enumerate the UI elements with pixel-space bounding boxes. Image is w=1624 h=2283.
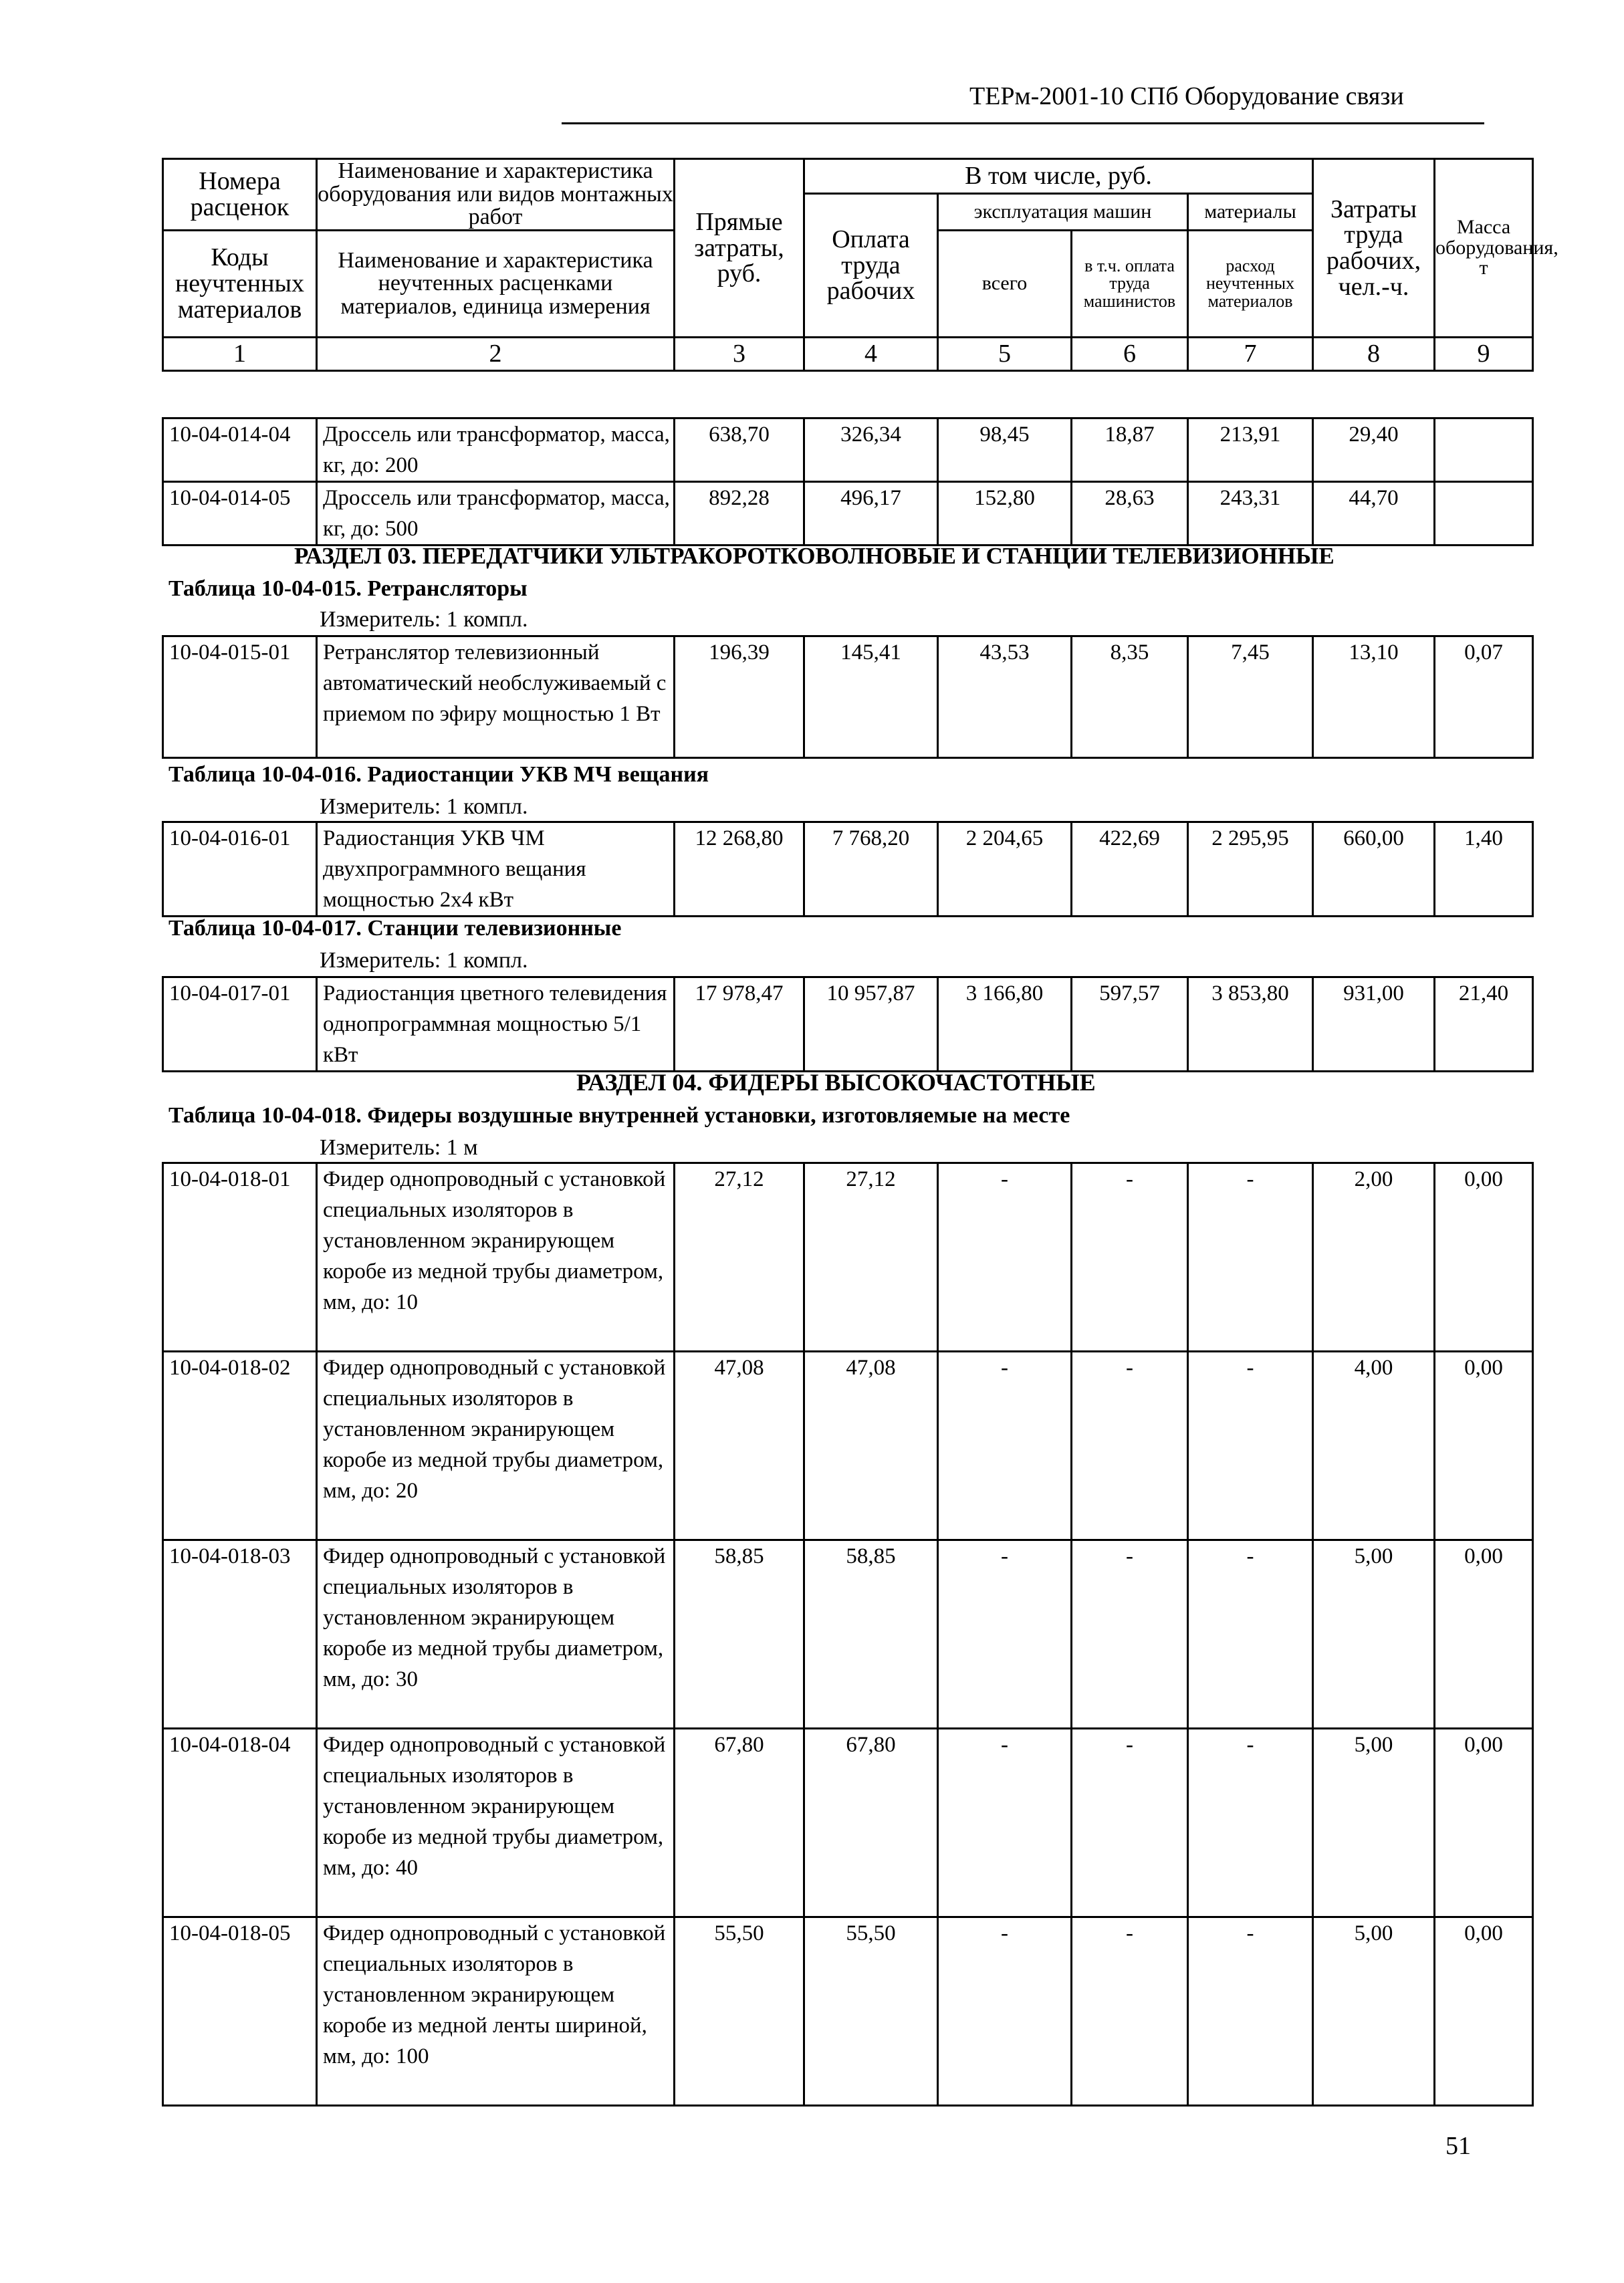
labor-hours-cell: 44,70 [1313, 482, 1435, 546]
table-015-meter: Измеритель: 1 компл. [320, 607, 528, 632]
work-description: Дроссель или трансформатор, масса, кг, до: 200 [317, 418, 675, 482]
direct-costs-cell: 58,85 [675, 1540, 804, 1729]
labor-hours-cell: 4,00 [1313, 1352, 1435, 1540]
page-number: 51 [1445, 2132, 1471, 2160]
table-row [163, 1540, 1533, 1729]
machinist-pay-cell: - [1072, 1352, 1188, 1540]
worker-pay-cell: 326,34 [804, 418, 938, 482]
machine-total-cell: - [938, 1540, 1072, 1729]
machinist-pay-cell: - [1072, 1163, 1188, 1352]
rate-code: 10-04-018-03 [163, 1540, 317, 1729]
table-row [163, 482, 1533, 546]
document-header: ТЕРм-2001-10 СПб Оборудование связи [969, 82, 1404, 110]
equipment-mass-cell: 0,07 [1435, 636, 1533, 758]
worker-pay-cell: 58,85 [804, 1540, 938, 1729]
work-description: Фидер однопроводный с установкой специальных изоляторов в установленном экранирующем коробе из медной ленты шириной, мм, до: 100 [317, 1917, 675, 2106]
direct-costs-cell: 12 268,80 [675, 822, 804, 917]
labor-hours-cell: 931,00 [1313, 977, 1435, 1072]
materials-cost-cell: - [1188, 1352, 1313, 1540]
table-row [163, 822, 1533, 917]
materials-cost-cell: 2 295,95 [1188, 822, 1313, 917]
col-num: 3 [675, 338, 804, 371]
labor-hours-cell: 5,00 [1313, 1540, 1435, 1729]
direct-costs-cell: 55,50 [675, 1917, 804, 2106]
rate-code: 10-04-018-02 [163, 1352, 317, 1540]
col-name-equipment: Наименование и характеристика оборудования или видов монтажных работ [318, 158, 673, 230]
table-10-04-016 [162, 821, 1534, 917]
materials-cost-cell: - [1188, 1540, 1313, 1729]
machine-total-cell: 43,53 [938, 636, 1072, 758]
equipment-mass-cell [1435, 482, 1533, 546]
machine-total-cell: 2 204,65 [938, 822, 1072, 917]
labor-hours-cell: 13,10 [1313, 636, 1435, 758]
materials-cost-cell: - [1188, 1163, 1313, 1352]
column-header-table [162, 158, 1558, 372]
col-including: В том числе, руб. [804, 159, 1313, 194]
worker-pay-cell: 7 768,20 [804, 822, 938, 917]
col-materials: материалы [1188, 194, 1313, 231]
table-row [163, 1729, 1533, 1917]
header-rule [562, 122, 1484, 124]
rate-code: 10-04-018-05 [163, 1917, 317, 2106]
col-num: 4 [804, 338, 938, 371]
materials-cost-cell: - [1188, 1729, 1313, 1917]
work-description: Дроссель или трансформатор, масса, кг, до: 500 [317, 482, 675, 546]
section-04-title: РАЗДЕЛ 04. ФИДЕРЫ ВЫСОКОЧАСТОТНЫЕ [576, 1069, 1096, 1096]
equipment-mass-cell [1435, 418, 1533, 482]
direct-costs-cell: 892,28 [675, 482, 804, 546]
rate-code: 10-04-018-04 [163, 1729, 317, 1917]
col-num: 8 [1313, 338, 1435, 371]
table-row [163, 1917, 1533, 2106]
table-row [163, 1163, 1533, 1352]
col-machine-total: всего [938, 231, 1072, 338]
machine-total-cell: - [938, 1917, 1072, 2106]
col-num: 5 [938, 338, 1072, 371]
labor-hours-cell: 2,00 [1313, 1163, 1435, 1352]
table-row [163, 977, 1533, 1072]
table-row [163, 1352, 1533, 1540]
equipment-mass-cell: 0,00 [1435, 1163, 1533, 1352]
rate-code: 10-04-014-04 [163, 418, 317, 482]
table-016-title: Таблица 10-04-016. Радиостанции УКВ МЧ вещания [168, 762, 709, 787]
machinist-pay-cell: - [1072, 1917, 1188, 2106]
col-unaccounted-codes: Коды неучтенных материалов [163, 231, 317, 338]
work-description: Радиостанция цветного телевидения однопрограммная мощностью 5/1 кВт [317, 977, 675, 1072]
work-description: Радиостанция УКВ ЧМ двухпрограммного вещания мощностью 2х4 кВт [317, 822, 675, 917]
table-018-title: Таблица 10-04-018. Фидеры воздушные внутренней установки, изготовляемые на месте [168, 1103, 1070, 1128]
materials-cost-cell: 3 853,80 [1188, 977, 1313, 1072]
col-rate-number: Номера расценок [163, 159, 317, 231]
rate-code: 10-04-018-01 [163, 1163, 317, 1352]
table-017-meter: Измеритель: 1 компл. [320, 948, 528, 973]
machinist-pay-cell: 28,63 [1072, 482, 1188, 546]
equipment-mass-cell: 0,00 [1435, 1729, 1533, 1917]
work-description: Ретранслятор телевизионный автоматический необслуживаемый с приемом по эфиру мощностью 1 Вт [317, 636, 675, 758]
worker-pay-cell: 145,41 [804, 636, 938, 758]
worker-pay-cell: 47,08 [804, 1352, 938, 1540]
labor-hours-cell: 5,00 [1313, 1917, 1435, 2106]
machinist-pay-cell: - [1072, 1540, 1188, 1729]
equipment-mass-cell: 0,00 [1435, 1540, 1533, 1729]
equipment-mass-cell: 0,00 [1435, 1917, 1533, 2106]
rate-code: 10-04-017-01 [163, 977, 317, 1072]
machine-total-cell: - [938, 1163, 1072, 1352]
machinist-pay-cell: 18,87 [1072, 418, 1188, 482]
equipment-mass-cell: 0,00 [1435, 1352, 1533, 1540]
col-num: 9 [1435, 338, 1533, 371]
col-unaccounted-materials: расход неучтенных материалов [1188, 231, 1313, 338]
direct-costs-cell: 196,39 [675, 636, 804, 758]
worker-pay-cell: 27,12 [804, 1163, 938, 1352]
machine-total-cell: 98,45 [938, 418, 1072, 482]
rate-code: 10-04-014-05 [163, 482, 317, 546]
direct-costs-cell: 17 978,47 [675, 977, 804, 1072]
materials-cost-cell: 243,31 [1188, 482, 1313, 546]
table-10-04-015 [162, 635, 1534, 759]
materials-cost-cell: - [1188, 1917, 1313, 2106]
col-machine-operation: эксплуатация машин [938, 194, 1188, 231]
section-03-title: РАЗДЕЛ 03. ПЕРЕДАТЧИКИ УЛЬТРАКОРОТКОВОЛНОВЫЕ И СТАНЦИИ ТЕЛЕВИЗИОННЫЕ [294, 543, 1335, 569]
machine-total-cell: - [938, 1729, 1072, 1917]
machine-total-cell: 152,80 [938, 482, 1072, 546]
table-10-04-017 [162, 976, 1534, 1072]
col-num: 2 [317, 338, 675, 371]
worker-pay-cell: 10 957,87 [804, 977, 938, 1072]
table-row [163, 636, 1533, 758]
table-018-meter: Измеритель: 1 м [320, 1135, 478, 1160]
labor-hours-cell: 660,00 [1313, 822, 1435, 917]
table-10-04-018 [162, 1162, 1534, 2107]
labor-hours-cell: 29,40 [1313, 418, 1435, 482]
col-name-materials: Наименование и характеристика неучтенных расценками материалов, единица измерения [317, 231, 675, 338]
rate-code: 10-04-016-01 [163, 822, 317, 917]
direct-costs-cell: 67,80 [675, 1729, 804, 1917]
equipment-mass-cell: 21,40 [1435, 977, 1533, 1072]
table-10-04-014 [162, 417, 1534, 546]
work-description: Фидер однопроводный с установкой специальных изоляторов в установленном экранирующем коробе из медной трубы диаметром, мм, до: 10 [317, 1163, 675, 1352]
materials-cost-cell: 213,91 [1188, 418, 1313, 482]
col-equipment-mass: Масса оборудования, т [1435, 159, 1533, 338]
materials-cost-cell: 7,45 [1188, 636, 1313, 758]
machinist-pay-cell: 422,69 [1072, 822, 1188, 917]
col-worker-pay: Оплата труда рабочих [804, 194, 938, 338]
col-num: 1 [163, 338, 317, 371]
machinist-pay-cell: 597,57 [1072, 977, 1188, 1072]
col-num: 7 [1188, 338, 1313, 371]
col-direct-costs: Прямые затраты, руб. [675, 159, 804, 338]
direct-costs-cell: 638,70 [675, 418, 804, 482]
table-017-title: Таблица 10-04-017. Станции телевизионные [168, 916, 622, 941]
work-description: Фидер однопроводный с установкой специальных изоляторов в установленном экранирующем коробе из медной трубы диаметром, мм, до: 30 [317, 1540, 675, 1729]
col-machinist-pay: в т.ч. оплата труда машинистов [1072, 231, 1188, 338]
work-description: Фидер однопроводный с установкой специальных изоляторов в установленном экранирующем коробе из медной трубы диаметром, мм, до: 40 [317, 1729, 675, 1917]
table-015-title: Таблица 10-04-015. Ретрансляторы [168, 576, 528, 601]
machinist-pay-cell: - [1072, 1729, 1188, 1917]
table-row [163, 418, 1533, 482]
table-016-meter: Измеритель: 1 компл. [320, 794, 528, 819]
col-num: 6 [1072, 338, 1188, 371]
machinist-pay-cell: 8,35 [1072, 636, 1188, 758]
col-labor-costs: Затраты труда рабочих, чел.-ч. [1313, 159, 1435, 338]
equipment-mass-cell: 1,40 [1435, 822, 1533, 917]
labor-hours-cell: 5,00 [1313, 1729, 1435, 1917]
direct-costs-cell: 27,12 [675, 1163, 804, 1352]
machine-total-cell: - [938, 1352, 1072, 1540]
rate-code: 10-04-015-01 [163, 636, 317, 758]
worker-pay-cell: 55,50 [804, 1917, 938, 2106]
worker-pay-cell: 67,80 [804, 1729, 938, 1917]
work-description: Фидер однопроводный с установкой специальных изоляторов в установленном экранирующем коробе из медной трубы диаметром, мм, до: 20 [317, 1352, 675, 1540]
worker-pay-cell: 496,17 [804, 482, 938, 546]
machine-total-cell: 3 166,80 [938, 977, 1072, 1072]
direct-costs-cell: 47,08 [675, 1352, 804, 1540]
